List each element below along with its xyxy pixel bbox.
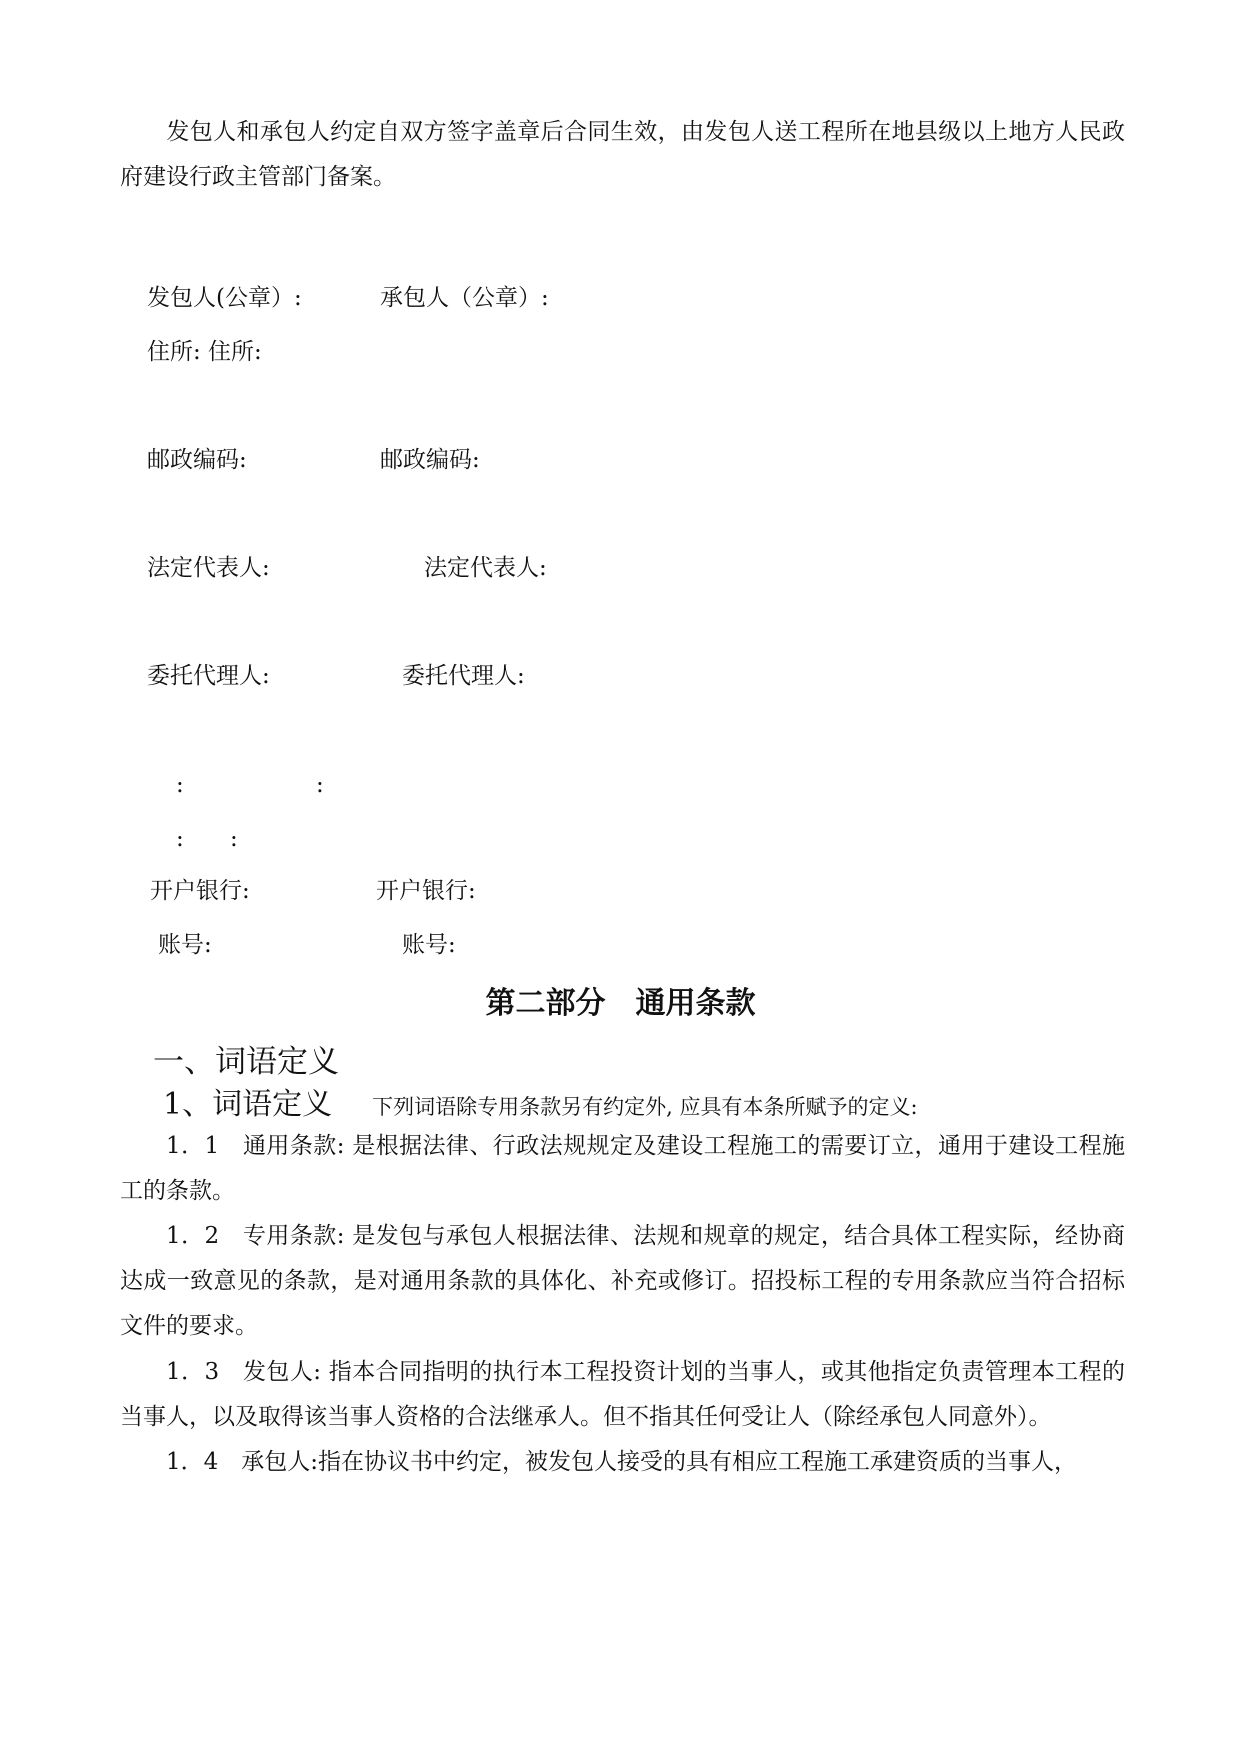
- subsection-header: [163, 1085, 918, 1127]
- clause-1-2: 1．2 专用条款: 是发包与承包人根据法律、法规和规章的规定，结合具体工程实际，经协商达成一致意见的条款，是对通用条款的具体化、补充或修订。招投标工程的专用条款应当符合招标文件的要求。: [120, 1223, 1125, 1339]
- account-right: 账号:: [402, 932, 456, 958]
- agent-left: 委托代理人:: [147, 663, 270, 689]
- subsection-lead: 下列词语除专用条款另有约定外, 应具有本条所赋予的定义:: [372, 1095, 918, 1119]
- section-title: 一、词语定义: [153, 1044, 339, 1080]
- intro-paragraph: 发包人和承包人约定自双方签字盖章后合同生效，由发包人送工程所在地县级以上地方人民政府建设行政主管部门备案。: [120, 119, 1125, 190]
- legal-rep-right: 法定代表人:: [424, 555, 547, 581]
- account-left: 账号:: [158, 932, 212, 958]
- bank-right: 开户银行:: [376, 878, 476, 904]
- postal-code-right: 邮政编码:: [380, 447, 480, 473]
- address-label: 住所: 住所:: [147, 339, 262, 365]
- postal-code-left: 邮政编码:: [147, 447, 247, 473]
- colon-row2-a: :: [176, 826, 184, 852]
- clause-1-1: 1．1 通用条款: 是根据法律、行政法规规定及建设工程施工的需要订立，通用于建设工程施工的条款。: [120, 1133, 1125, 1204]
- legal-rep-left: 法定代表人:: [147, 555, 270, 581]
- contractor-seal-label: 承包人（公章）:: [380, 285, 549, 311]
- colon-row1-a: :: [176, 772, 184, 798]
- clause-1-3: 1．3 发包人: 指本合同指明的执行本工程投资计划的当事人，或其他指定负责管理本工程的当事人，以及取得该当事人资格的合法继承人。但不指其任何受让人（除经承包人同意外）。: [120, 1359, 1125, 1430]
- bank-left: 开户银行:: [150, 878, 250, 904]
- subsection-title: 1、词语定义: [163, 1087, 333, 1122]
- colon-row2-b: :: [230, 826, 238, 852]
- part-title: 第二部分 通用条款: [485, 986, 756, 1021]
- employer-seal-label: 发包人(公章）:: [147, 285, 302, 311]
- agent-right: 委托代理人:: [402, 663, 525, 689]
- colon-row1-b: :: [316, 772, 324, 798]
- clause-1-4: 1．4 承包人:指在协议书中约定，被发包人接受的具有相应工程施工承建资质的当事人，: [166, 1449, 1078, 1475]
